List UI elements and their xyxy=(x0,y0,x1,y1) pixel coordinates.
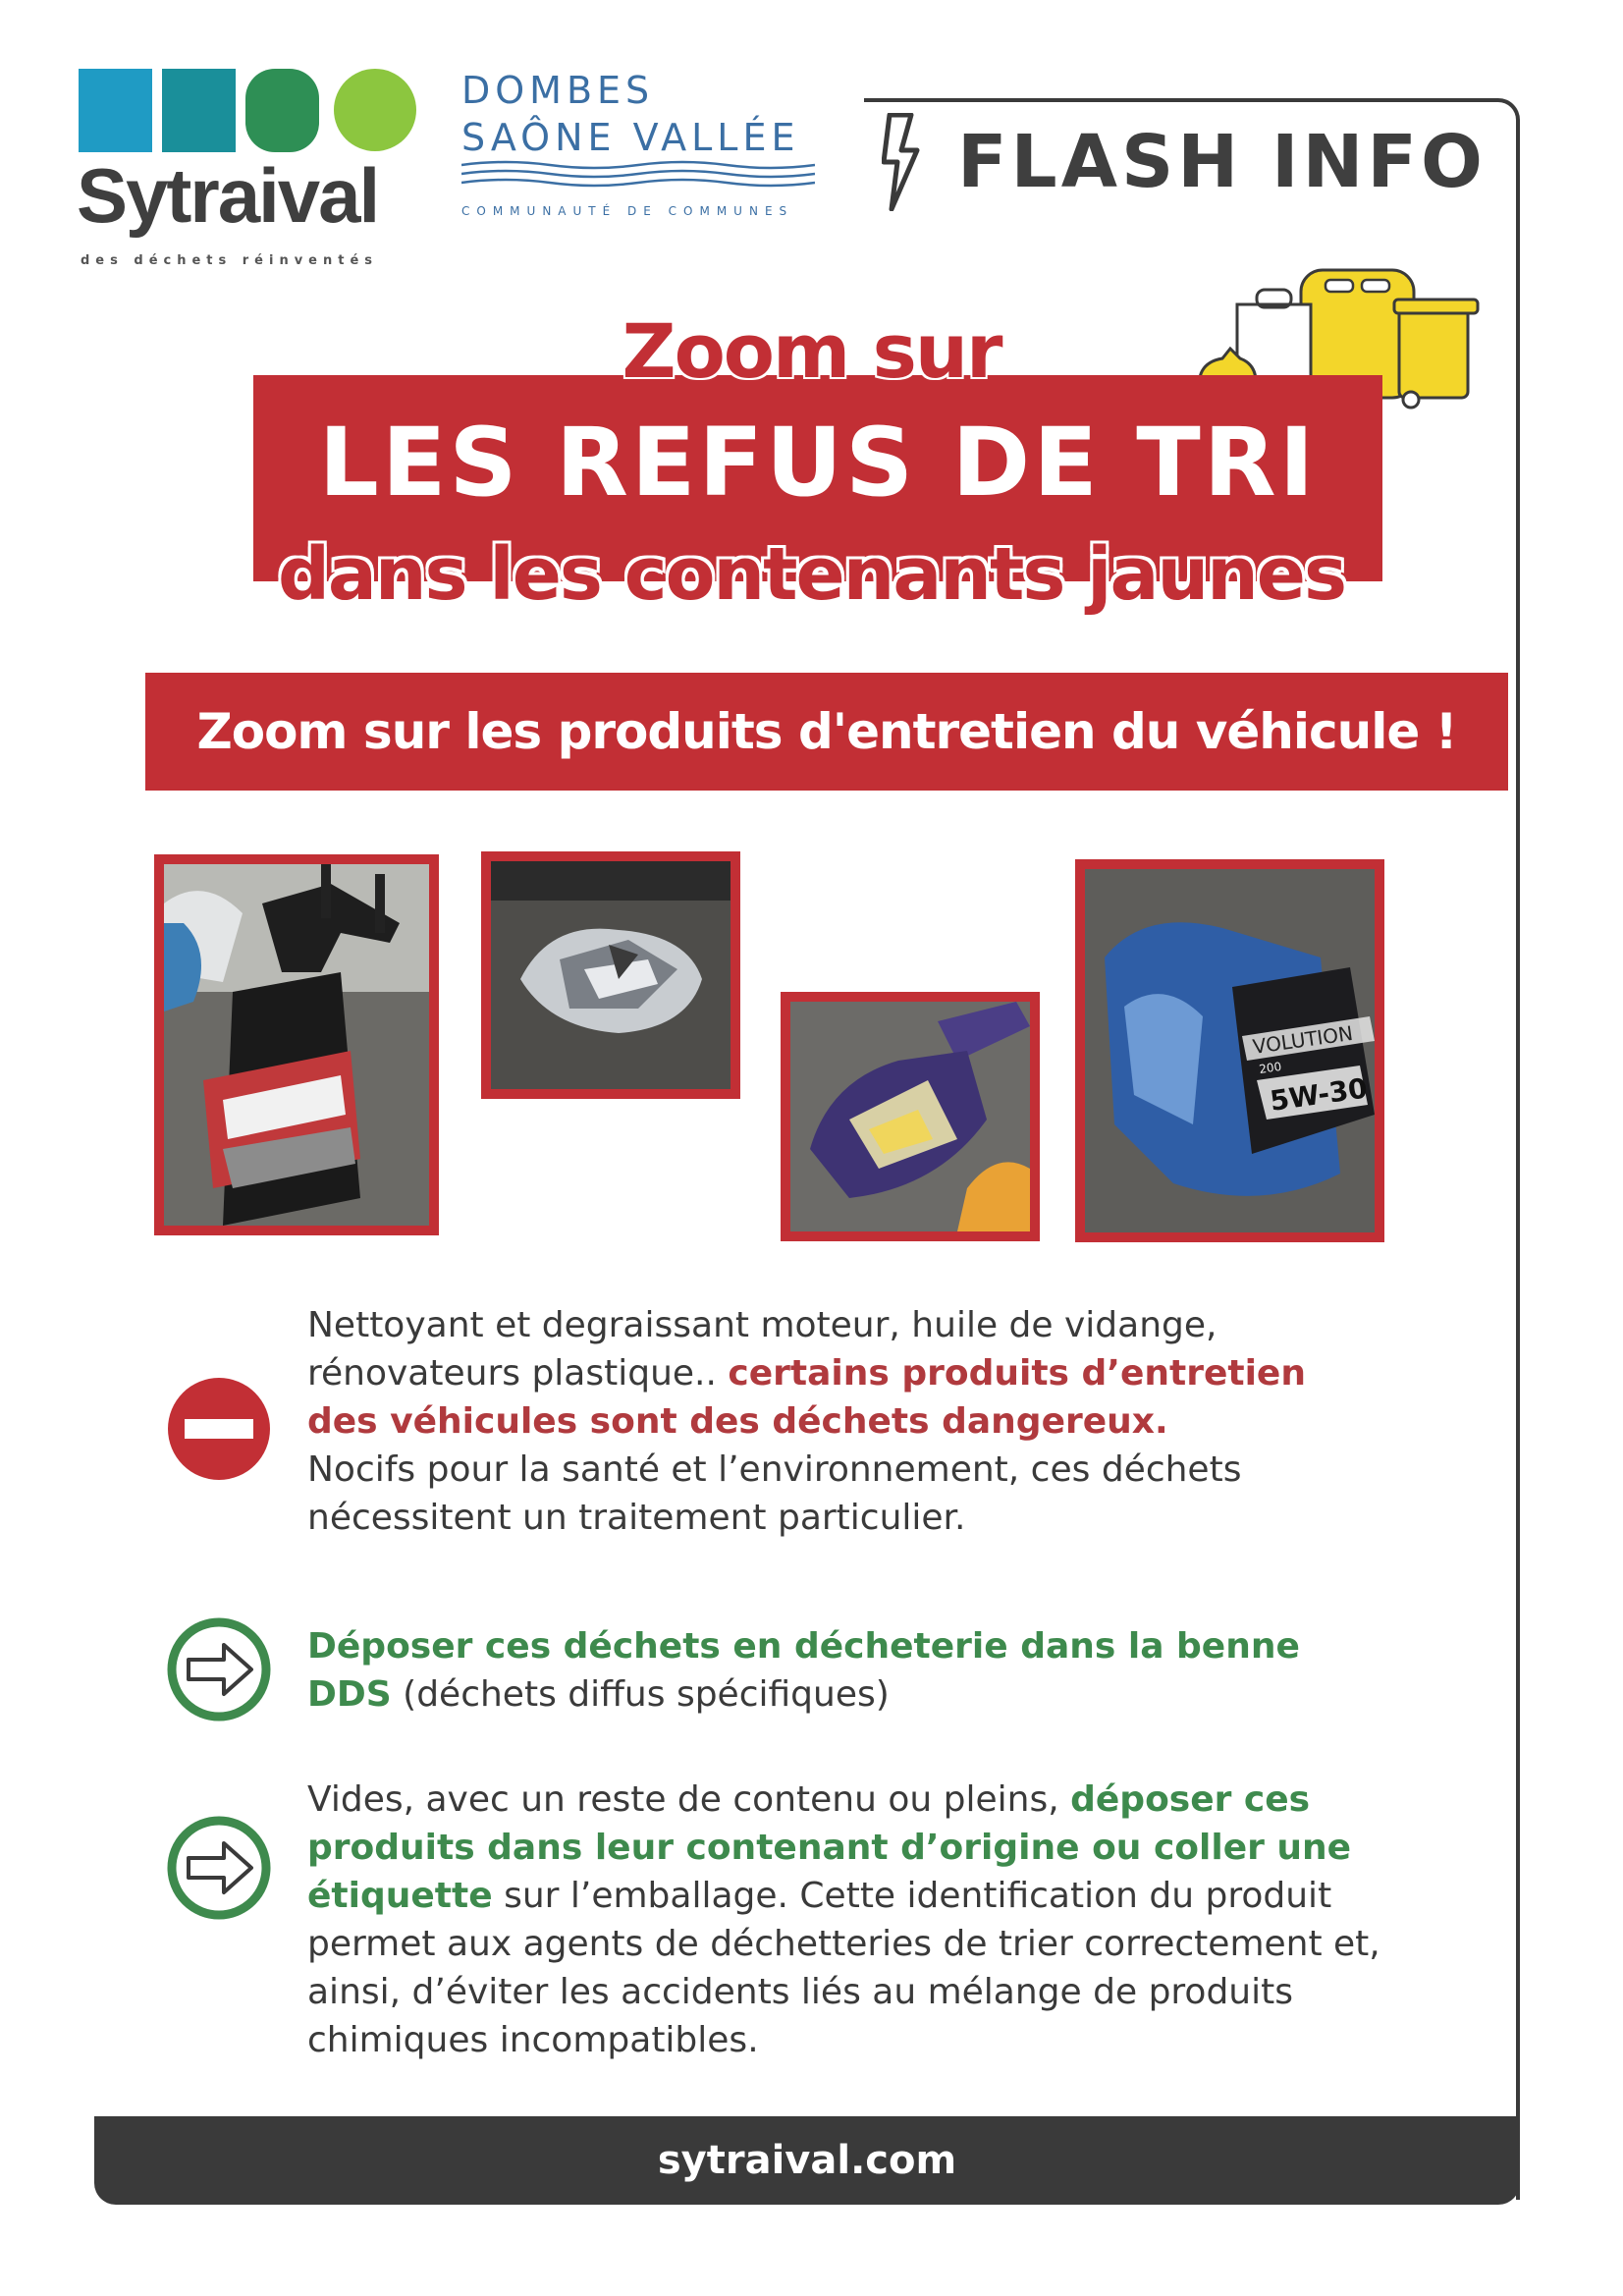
photo-crushed-bottle xyxy=(781,992,1040,1241)
headline-zoom-sur: Zoom sur xyxy=(622,307,1001,395)
paragraph-original-container xyxy=(307,1776,1387,2064)
sytraival-logo-name: Sytraival xyxy=(77,152,379,239)
arrow-right-icon xyxy=(165,1615,273,1723)
dsv-logo-subtitle: COMMUNAUTÉ DE COMMUNES xyxy=(461,204,794,218)
paragraph-1-rest: Nocifs pour la santé et l’environnement, ces déchets nécessitent un traitement particulier. xyxy=(307,1449,1242,1538)
lightning-icon xyxy=(882,113,925,211)
paragraph-2-highlight: Déposer ces déchets en décheterie dans la benne DDS xyxy=(307,1626,1300,1715)
photo-oil-can-5w30 xyxy=(1075,859,1384,1242)
dsv-logo-line1: DOMBES xyxy=(461,69,655,112)
headline-sub: dans les contenants jaunes xyxy=(277,532,1346,617)
oil-can-range-text: 200 xyxy=(1258,1059,1283,1076)
vehicle-products-banner: Zoom sur les produits d'entretien du véhicule ! xyxy=(145,673,1508,791)
sytraival-tagline: des déchets réinventés xyxy=(81,253,379,268)
oil-can-grade-text: 5W-30 xyxy=(1268,1071,1370,1118)
oil-can-brand-text: VOLUTION xyxy=(1251,1020,1355,1059)
no-entry-icon xyxy=(165,1375,273,1483)
dsv-waves-icon xyxy=(461,159,815,189)
paragraph-dds-deposit xyxy=(307,1622,1348,1719)
flash-info-title: FLASH INFO xyxy=(957,120,1487,204)
paragraph-3-rest: sur l’emballage. Cette identification du produit permet aux agents de déchetteries de trier correctement et, ainsi, d’éviter les accidents liés au mélange de produits chimiques incompatibles. xyxy=(307,1876,1380,2060)
photo-spray-bottle xyxy=(154,854,439,1235)
headline-main: LES REFUS DE TRI xyxy=(318,408,1318,518)
paragraph-2-rest: (déchets diffus spécifiques) xyxy=(403,1674,890,1715)
photo-crushed-foil-pack xyxy=(481,851,740,1099)
footer-website[interactable] xyxy=(94,2116,1520,2205)
footer-url-link[interactable]: sytraival.com xyxy=(657,2138,957,2183)
sytraival-logo-squares xyxy=(79,69,422,152)
arrow-right-icon xyxy=(165,1814,273,1922)
paragraph-1-plain: Nettoyant et degraissant moteur, huile de vidange, rénovateurs plastique.. xyxy=(307,1305,1217,1394)
dsv-logo-line2: SAÔNE VALLÉE xyxy=(461,116,800,159)
paragraph-3-highlight: déposer ces produits dans leur contenant d’origine ou coller une étiquette xyxy=(307,1779,1352,1916)
paragraph-1-highlight: certains produits d’entretien des véhicules sont des déchets dangereux. xyxy=(307,1353,1306,1442)
paragraph-3-plain: Vides, avec un reste de contenu ou pleins, xyxy=(307,1779,1059,1820)
paragraph-dangerous-waste xyxy=(307,1301,1387,1542)
